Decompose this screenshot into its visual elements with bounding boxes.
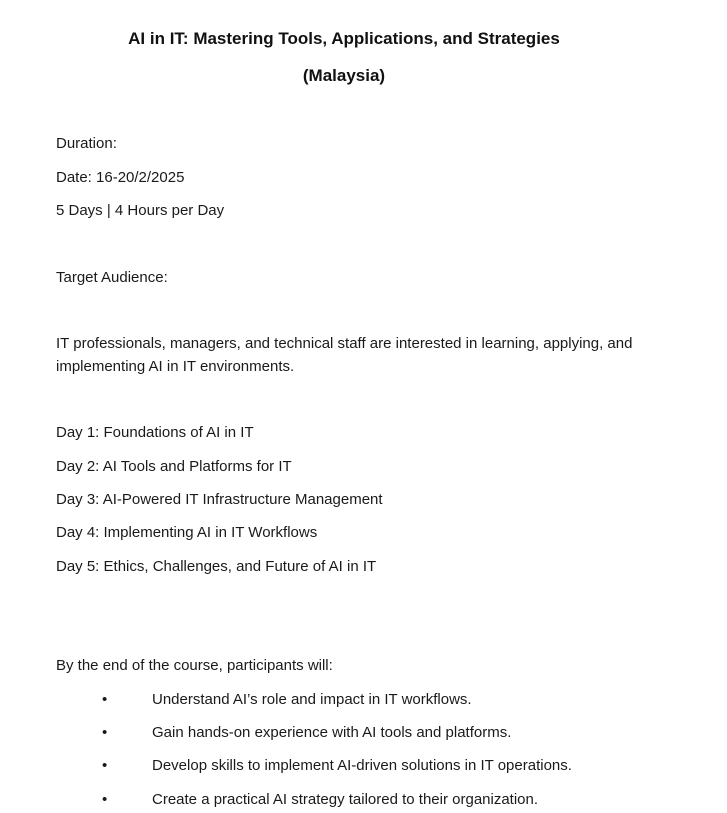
outcome-list-item: [0, 790, 727, 810]
outcome-text: Develop skills to implement AI-driven solutions in IT operations.: [152, 757, 572, 774]
duration-label: Duration:: [56, 135, 117, 152]
bullet-icon: •: [102, 791, 108, 808]
document-title: AI in IT: Mastering Tools, Applications, and Strategies: [128, 29, 560, 48]
bullet-icon: •: [102, 757, 108, 774]
date-line: Date: 16-20/2/2025: [56, 169, 185, 186]
document-subtitle-region: (Malaysia): [302, 66, 386, 85]
bullet-icon: •: [102, 724, 108, 741]
outcome-list-item: [0, 756, 727, 776]
day-1-item: Day 1: Foundations of AI in IT: [56, 424, 254, 441]
outcomes-intro: By the end of the course, participants will:: [56, 657, 333, 674]
outcome-list-item: [0, 723, 727, 743]
day-2-item: Day 2: AI Tools and Platforms for IT: [56, 458, 292, 475]
day-5-item: Day 5: Ethics, Challenges, and Future of AI in IT: [56, 558, 377, 575]
target-audience-heading: Target Audience:: [56, 269, 168, 286]
day-4-item: Day 4: Implementing AI in IT Workflows: [56, 524, 318, 541]
outcome-text: Gain hands-on experience with AI tools and platforms.: [152, 724, 512, 741]
outcome-text: Understand AI’s role and impact in IT workflows.: [152, 691, 472, 708]
schedule-line: 5 Days | 4 Hours per Day: [56, 202, 225, 219]
target-audience-text: IT professionals, managers, and technical staff are interested in learning, applying, and implementing AI in IT environments.: [56, 335, 633, 375]
bullet-icon: •: [102, 691, 108, 708]
day-3-item: Day 3: AI-Powered IT Infrastructure Management: [56, 491, 383, 508]
outcome-list-item: [0, 690, 727, 710]
outcome-text: Create a practical AI strategy tailored to their organization.: [152, 791, 539, 808]
